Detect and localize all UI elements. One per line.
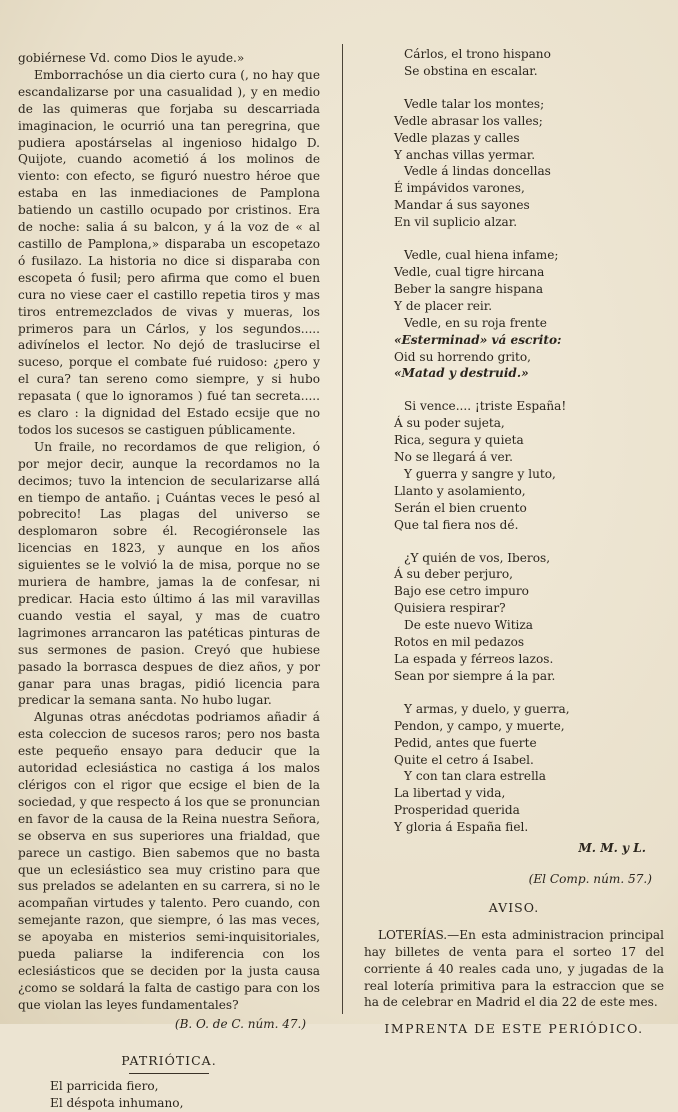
poem-line: Oid su horrendo grito, <box>394 349 532 364</box>
poem-line: Serán el bien cruento <box>394 500 527 515</box>
section-rule <box>129 1073 209 1074</box>
poem-stanza-2 <box>364 96 664 231</box>
right-citation: (El Comp. núm. 57.) <box>528 871 652 886</box>
section-title-patriotica: PATRIÓTICA. <box>121 1052 217 1068</box>
poem-opening-line-2: El déspota inhumano, <box>50 1096 184 1111</box>
poem-line: Rica, segura y quieta <box>394 433 524 448</box>
imprint-line: IMPRENTA DE ESTE PERIÓDICO. <box>384 1021 644 1037</box>
poem-line: Á su deber perjuro, <box>394 567 513 582</box>
poem-line: Y guerra y sangre y luto, <box>404 466 556 481</box>
poem-line: Vedle, cual hiena infame; <box>404 248 559 263</box>
poem-line: Prosperidad querida <box>394 803 520 818</box>
poem-line: Bajo ese cetro impuro <box>394 584 529 599</box>
poem-line: Si vence.... ¡triste España! <box>404 399 567 414</box>
aviso-notice <box>364 927 664 1012</box>
right-column <box>364 46 664 1038</box>
poem-line: De este nuevo Witiza <box>404 618 534 633</box>
poem-line: Pedid, antes que fuerte <box>394 735 537 750</box>
poem-line: Vedle á lindas doncellas <box>404 164 551 179</box>
left-citation: (B. O. de C. núm. 47.) <box>174 1016 306 1031</box>
poem-line: Mandar á sus sayones <box>394 198 530 213</box>
poem-line: No se llegará á ver. <box>394 450 513 465</box>
paragraph-fraile: Un fraile, no recordamos de que religion, ó por mejor decir, aunque la recordamos no la decimos; tuvo la intencion de secularizarse allá en tiempo de antaño. ¡ Cuántas veces le pesó al pobrecito! Las plagas del universo se desplomaron sobre él. Recogiéronsele las licencias en 1823, y aunque en los años siguientes se le volvió la de misa, porque no se muriera de hambre, jamas la de confesar, ni predicar. Hacia esto último á las mil varavillas cuando vestia el sayal, y mas de cuatro lagrimones arrancaron las patéticas pinturas de sus sermones de pasion. Creyó que hubiese pasado la borrasca despues de diez años, y por ganar para unas bragas, pidió licencia para predicar la semana santa. No hubo lugar. <box>18 439 320 708</box>
poem-line: «Matad y destruid.» <box>394 366 529 381</box>
poem-line: Vedle talar los montes; <box>404 96 545 111</box>
left-column <box>18 50 320 1112</box>
poem-line: Pendon, y campo, y muerte, <box>394 718 565 733</box>
poem-stanza-3 <box>364 247 664 382</box>
poem-line: Que tal fiera nos dé. <box>394 517 519 532</box>
poem-line: Y gloria á España fiel. <box>394 820 529 835</box>
poem-line: Cárlos, el trono hispano <box>404 47 551 61</box>
paragraph-cura: Emborrachóse un dia cierto cura (, no hay que escandalizarse por una casualidad ), y en medio de las quimeras que forjaba su descarriada imaginacion, le ocurrió una tan peregrina, que pudiera apostárselas al ingenioso hidalgo D. Quijote, cuando acometió á los molinos de viento: con efecto, se figuró nuestro héroe que estaba en las inmediaciones de Pamplona batiendo un castillo ocupado por cristinos. Era de noche: salia á su balcon, y á la voz de « al castillo de Pamplona,» disparaba un escopetazo ó fusilazo. La historia no dice si disparaba con escopeta ó fusil; pero afirma que como el buen cura no viese caer el castillo repetia tiros y mas tiros entremezclados de vivas y mueras, los primeros para un Cárlos, y los segundos..... adivínelos el lector. No dejó de traslucirse el suceso, porque el combate fué ruidoso: ¿pero y el cura? tan sereno como siempre, y si hubo repasata ( que lo ignoramos ) fué tan secreta..... es claro : la dignidad del Estado ecsije que no todos los sucesos se castiguen públicamente. <box>18 67 320 437</box>
poem-line: Vedle, cual tigre hircana <box>394 264 545 279</box>
poem-line: Y con tan clara estrella <box>404 769 547 784</box>
poem-line: La espada y férreos lazos. <box>394 652 554 666</box>
poem-line: Vedle, en su roja frente <box>404 315 547 330</box>
poem-line: Y de placer reir. <box>394 298 493 313</box>
poem-line: ¿Y quién de vos, Iberos, <box>404 550 551 565</box>
aviso-dash: — <box>447 927 460 942</box>
poem-line: É impávidos varones, <box>394 181 525 196</box>
poem-stanza-1 <box>364 46 664 80</box>
poem-line: Beber la sangre hispana <box>394 281 544 296</box>
poem-line: «Esterminad» vá escrito: <box>394 332 562 347</box>
poem-signature: M. M. y L. <box>578 841 646 856</box>
poem-stanza-6 <box>364 701 664 836</box>
poem-line: Á su poder sujeta, <box>394 416 505 431</box>
column-divider <box>342 44 343 1014</box>
poem-line: Y anchas villas yermar. <box>394 147 536 162</box>
poem-line: Se obstina en escalar. <box>404 63 538 78</box>
aviso-label: LOTERÍAS. <box>378 927 448 942</box>
poem-line: Vedle abrasar los valles; <box>394 113 543 128</box>
poem-stanza-5 <box>364 550 664 685</box>
poem-line: En vil suplicio alzar. <box>394 215 518 230</box>
poem-line: Y armas, y duelo, y guerra, <box>404 701 570 716</box>
aviso-title: AVISO. <box>488 899 540 915</box>
aviso-text: En esta administracion principal hay billetes de venta para el sorteo 17 del corriente á 40 reales cada uno, y jugadas de la real lotería primitiva para la estraccion que se ha de celebrar en Madrid el dia 22 de este mes. <box>364 927 664 1010</box>
poem-stanza-4 <box>364 398 664 533</box>
poem-line: Vedle plazas y calles <box>394 130 520 145</box>
paragraph-intro: gobiérnese Vd. como Dios le ayude.» <box>18 51 245 65</box>
poem-line: Rotos en mil pedazos <box>394 635 525 650</box>
poem-line: Quite el cetro á Isabel. <box>394 752 534 767</box>
paragraph-conclusion: Algunas otras anécdotas podriamos añadir á esta coleccion de sucesos raros; pero nos basta este pequeño ensayo para deducir que la autoridad eclesiástica no castiga á los malos clérigos con el rigor que ecsige el bien de la sociedad, y que respecto á los que se pronuncian en favor de la causa de la Reina nuestra Señora, se observa en sus superiores una frialdad, que parece un castigo. Bien sabemos que no basta que un eclesiástico sea muy cristino para que sus prelados se adelanten en su carrera, si no le acompañan virtudes y talento. Pero cuando, con semejante razon, que siempre, ó las mas veces, se apoyaba en misterios semi-inquisitoriales, pueda paliarse la indiferencia con los eclesiásticos que se deciden por la justa causa ¿como se soldará la falta de castigo para con los que violan las leyes fundamentales? <box>18 710 320 1012</box>
poem-line: Llanto y asolamiento, <box>394 483 526 498</box>
poem-line: Sean por siempre á la par. <box>394 668 556 683</box>
poem-line: La libertad y vida, <box>394 786 506 801</box>
poem-opening-line-1: El parricida fiero, <box>50 1079 159 1094</box>
poem-line: Quisiera respirar? <box>394 601 506 616</box>
